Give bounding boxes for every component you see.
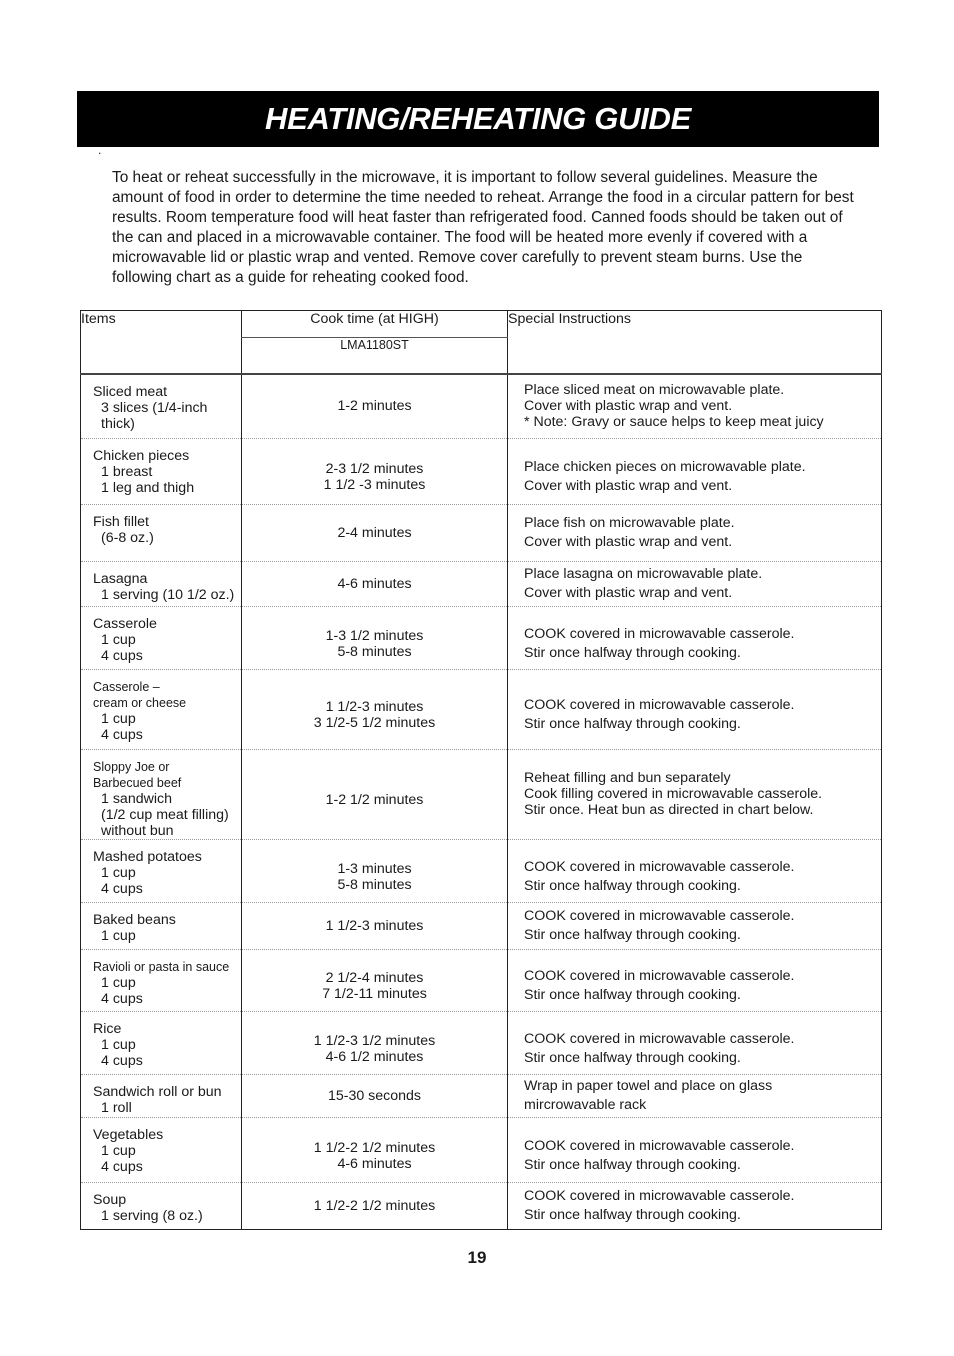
cook-time: 15-30 seconds	[327, 1087, 422, 1104]
instruction-line: COOK covered in microwavable casserole.	[524, 968, 795, 984]
item-portion: 1 cup	[101, 864, 136, 881]
item-portion: 1 cup	[101, 631, 136, 648]
cook-time: 1-2 minutes	[337, 398, 412, 415]
instruction-line: Place sliced meat on microwavable plate.	[524, 382, 785, 399]
table-row	[81, 606, 882, 669]
cook-time: 1-3 1/2 minutes	[325, 627, 424, 644]
cook-time-cell	[242, 374, 508, 438]
cook-time-cell	[242, 949, 508, 1011]
cook-time: 1 1/2-3 minutes	[325, 917, 424, 934]
item-cell	[81, 374, 242, 438]
instructions-cell	[508, 1011, 882, 1074]
header-special-instructions: Special Instructions	[508, 311, 882, 375]
table-row	[81, 504, 882, 561]
table-row	[81, 949, 882, 1011]
item-name: Baked beans	[93, 911, 176, 928]
instructions-cell	[508, 438, 882, 504]
item-cell	[81, 504, 242, 561]
item-portion: 1 cup	[101, 1036, 136, 1053]
instruction-line: COOK covered in microwavable casserole.	[524, 907, 795, 924]
cook-time: 1 1/2-3 minutes	[325, 699, 424, 715]
item-portion: 4 cups	[101, 647, 143, 664]
stray-dot: .	[98, 143, 102, 157]
cook-time-cell	[242, 606, 508, 669]
item-name: Sliced meat	[93, 384, 168, 400]
instruction-line: COOK covered in microwavable casserole.	[524, 858, 795, 875]
item-cell	[81, 561, 242, 606]
item-portion: (1/2 cup meat filling)	[101, 806, 229, 823]
instruction-line: COOK covered in microwavable casserole.	[524, 625, 795, 642]
table-row	[81, 438, 882, 504]
item-cell	[81, 839, 242, 902]
instruction-line: mircrowavable rack	[524, 1096, 647, 1113]
item-portion: 1 serving (8 oz.)	[101, 1207, 203, 1224]
instruction-line: * Note: Gravy or sauce helps to keep meat juicy	[524, 414, 824, 431]
table-row	[81, 749, 882, 839]
instruction-line: Stir once. Heat bun as directed in chart below.	[524, 802, 814, 818]
instruction-line: Stir once halfway through cooking.	[524, 877, 741, 894]
cook-time-cell	[242, 561, 508, 606]
instructions-cell	[508, 1074, 882, 1117]
item-portion: 1 cup	[101, 1142, 136, 1159]
table-body	[81, 374, 882, 1229]
cook-time-cell	[242, 504, 508, 561]
item-cell	[81, 949, 242, 1011]
instruction-line: Stir once halfway through cooking.	[524, 1206, 741, 1223]
page-title: HEATING/REHEATING GUIDE	[265, 101, 691, 136]
instruction-line: Cover with plastic wrap and vent.	[524, 584, 733, 601]
item-name: Lasagna	[93, 570, 148, 587]
item-portion: 4 cups	[101, 1158, 143, 1175]
instructions-cell	[508, 669, 882, 749]
item-name: Ravioli or pasta in sauce	[93, 959, 230, 974]
table-row	[81, 1074, 882, 1117]
instruction-line: Place chicken pieces on microwavable plate.	[524, 459, 806, 475]
instruction-line: Cook filling covered in microwavable casserole.	[524, 786, 823, 802]
item-portion: 4 cups	[101, 1052, 143, 1069]
item-name: Vegetables	[93, 1126, 164, 1143]
intro-paragraph: To heat or reheat successfully in the microwave, it is important to follow several guidelines. Measure the amount of food in order to determine the time needed to reheat. Arrange the food in a circular pattern for best results. Room temperature food will heat faster than refrigerated food. Canned foods should be taken out of the can and placed in a microwavable container. The food will be heated more evenly if covered with a microwavable lid or plastic wrap and vented. Remove cover carefully to prevent steam burns. Use the following chart as a guide for reheating cooked food.	[112, 169, 854, 286]
table-row	[81, 374, 882, 438]
item-portion: 1 sandwich	[101, 790, 172, 807]
item-cell	[81, 1182, 242, 1229]
cook-time: 4-6 minutes	[337, 575, 412, 592]
instructions-cell	[508, 1117, 882, 1182]
instruction-line: Stir once halfway through cooking.	[524, 716, 741, 732]
cook-time-cell	[242, 1011, 508, 1074]
instruction-line: Cover with plastic wrap and vent.	[524, 398, 733, 415]
cook-time: 1 1/2-2 1/2 minutes	[313, 1139, 436, 1156]
item-cell	[81, 606, 242, 669]
cook-time-cell	[242, 669, 508, 749]
item-portion: 1 breast	[101, 463, 153, 480]
instruction-line: Cover with plastic wrap and vent.	[524, 533, 733, 550]
cook-time: 5-8 minutes	[337, 876, 412, 893]
instruction-line: Stir once halfway through cooking.	[524, 926, 741, 943]
item-name: Casserole – cream or cheese	[93, 679, 187, 710]
table-row	[81, 1011, 882, 1074]
item-portion: 1 serving (10 1/2 oz.)	[101, 586, 235, 603]
instructions-cell	[508, 504, 882, 561]
cook-time: 4-6 minutes	[337, 1155, 412, 1172]
item-name: Soup	[93, 1191, 127, 1208]
title-banner	[77, 91, 879, 147]
item-name: Sandwich roll or bun	[93, 1083, 222, 1100]
cook-time-cell	[242, 1074, 508, 1117]
instruction-line: Stir once halfway through cooking.	[524, 1156, 741, 1173]
cook-time-cell	[242, 749, 508, 839]
instruction-line: Reheat filling and bun separately	[524, 770, 731, 786]
item-name: Casserole	[93, 615, 157, 632]
item-portion: 1 cup	[101, 710, 136, 727]
item-cell	[81, 669, 242, 749]
instructions-cell	[508, 374, 882, 438]
table-row	[81, 669, 882, 749]
item-portion: 1 cup	[101, 974, 136, 991]
instruction-line: COOK covered in microwavable casserole.	[524, 1187, 795, 1204]
item-cell	[81, 1011, 242, 1074]
table-row	[81, 1182, 882, 1229]
cook-time: 1 1/2 -3 minutes	[323, 477, 426, 493]
cook-time: 4-6 1/2 minutes	[325, 1048, 424, 1065]
instructions-cell	[508, 902, 882, 949]
cook-time: 2-3 1/2 minutes	[325, 461, 424, 477]
cook-time: 5-8 minutes	[337, 643, 412, 660]
cook-time-cell	[242, 438, 508, 504]
header-cook-time: Cook time (at HIGH)	[242, 311, 508, 338]
instruction-line: COOK covered in microwavable casserole.	[524, 1137, 795, 1154]
instruction-line: COOK covered in microwavable casserole.	[524, 1030, 795, 1047]
instruction-line: Wrap in paper towel and place on glass	[524, 1077, 773, 1094]
item-portion: 1 roll	[101, 1099, 132, 1116]
header-model: LMA1180ST	[242, 338, 508, 375]
cook-time: 1 1/2-2 1/2 minutes	[313, 1197, 436, 1214]
instructions-cell	[508, 561, 882, 606]
instructions-cell	[508, 1182, 882, 1229]
cook-time: 1-2 1/2 minutes	[325, 792, 424, 808]
item-portion: 3 slices (1/4-inch thick)	[101, 400, 208, 432]
instruction-line: Cover with plastic wrap and vent.	[524, 478, 733, 494]
item-cell	[81, 438, 242, 504]
cook-time: 2-4 minutes	[337, 524, 412, 541]
item-portion: 4 cups	[101, 990, 143, 1007]
item-portion: (6-8 oz.)	[101, 529, 154, 546]
instruction-line: COOK covered in microwavable casserole.	[524, 697, 795, 713]
item-portion: 1 cup	[101, 927, 136, 944]
cook-time: 7 1/2-11 minutes	[322, 986, 427, 1002]
item-portion: without bun	[101, 822, 174, 839]
item-portion: 4 cups	[101, 880, 143, 897]
cook-time-cell	[242, 1117, 508, 1182]
cook-time-cell	[242, 1182, 508, 1229]
instructions-cell	[508, 949, 882, 1011]
instruction-line: Stir once halfway through cooking.	[524, 1049, 741, 1066]
cook-time: 1-3 minutes	[337, 860, 412, 877]
cook-time-cell	[242, 902, 508, 949]
cook-time: 2 1/2-4 minutes	[325, 970, 424, 986]
instruction-line: Stir once halfway through cooking.	[524, 644, 741, 661]
item-cell	[81, 749, 242, 839]
header-items: Items	[81, 311, 242, 375]
cook-time: 3 1/2-5 1/2 minutes	[313, 715, 436, 731]
item-name: Mashed potatoes	[93, 848, 202, 865]
instruction-line: Place fish on microwavable plate.	[524, 514, 735, 531]
table-row	[81, 561, 882, 606]
item-name: Rice	[93, 1020, 122, 1037]
item-name: Fish fillet	[93, 513, 149, 530]
page-number: 19	[467, 1248, 487, 1267]
instructions-cell	[508, 606, 882, 669]
item-cell	[81, 1074, 242, 1117]
cook-time: 1 1/2-3 1/2 minutes	[313, 1032, 436, 1049]
item-portion: 1 leg and thigh	[101, 479, 195, 496]
item-name: Chicken pieces	[93, 447, 190, 464]
reheating-table	[80, 310, 882, 1230]
instruction-line: Place lasagna on microwavable plate.	[524, 565, 763, 582]
instructions-cell	[508, 839, 882, 902]
cook-time-cell	[242, 839, 508, 902]
item-cell	[81, 902, 242, 949]
item-cell	[81, 1117, 242, 1182]
instructions-cell	[508, 749, 882, 839]
instruction-line: Stir once halfway through cooking.	[524, 987, 741, 1003]
item-portion: 4 cups	[101, 726, 143, 743]
item-name: Sloppy Joe or Barbecued beef	[93, 759, 182, 790]
table-row	[81, 902, 882, 949]
table-row	[81, 1117, 882, 1182]
table-row	[81, 839, 882, 902]
